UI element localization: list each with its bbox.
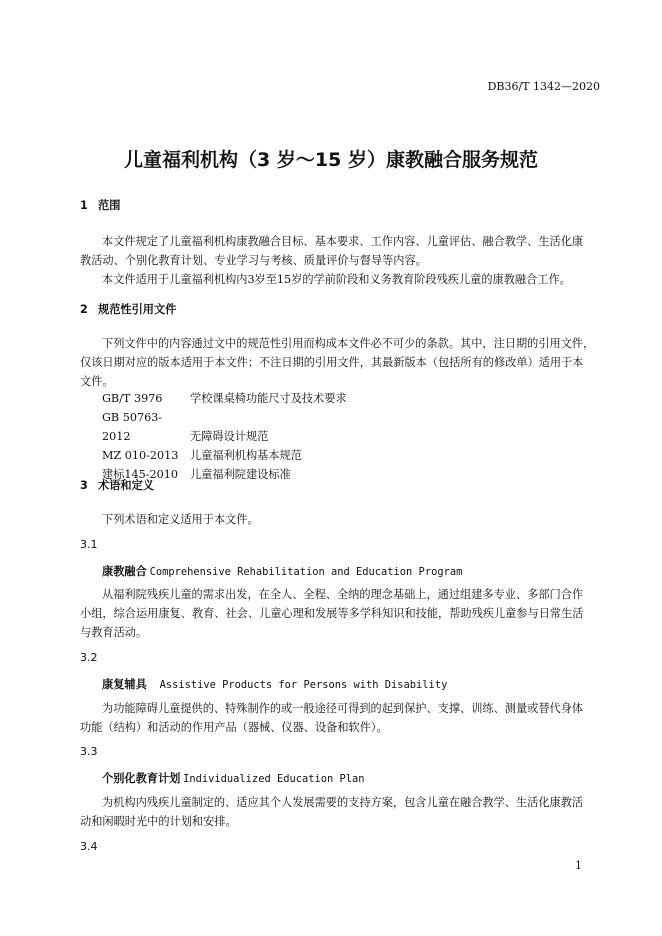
section-2-body <box>80 334 600 391</box>
term-heading <box>102 770 365 786</box>
normative-reference-list <box>102 389 347 484</box>
section-title: 术语和定义 <box>98 479 154 492</box>
reference-code: GB/T 3976 <box>102 392 163 405</box>
paragraph-line: 教活动、个别化教育计划、专业学习与考核、质量评价与督导等内容。 <box>80 254 427 267</box>
section-1-heading <box>80 197 120 213</box>
section-number: 2 <box>80 303 88 316</box>
section-3-intro <box>80 510 600 529</box>
paragraph-line: 本文件适用于儿童福利机构内3岁至15岁的学前阶段和义务教育阶段残疾儿童的康教融合工作。 <box>102 273 571 286</box>
paragraph-line: 功能（结构）和活动的作用产品（器械、仪器、设备和软件）。 <box>80 721 388 734</box>
reference-code: MZ 010-2013 <box>102 449 179 462</box>
term-english: Individualized Education Plan <box>183 773 365 785</box>
term-english: Comprehensive Rehabilitation and Education Program <box>149 566 463 578</box>
term-chinese: 康教融合 <box>102 565 147 578</box>
paragraph-line: 动和闲暇时光中的计划和安排。 <box>80 815 237 828</box>
reference-item <box>102 389 347 408</box>
term-definition <box>80 585 600 642</box>
section-number: 3 <box>80 479 88 492</box>
term-definition <box>80 793 600 831</box>
paragraph-line: 为机构内残疾儿童制定的、适应其个人发展需要的支持方案，包含儿童在融合教学、生活化康教活 <box>102 796 584 809</box>
paragraph-line: 小组，综合运用康复、教育、社会、儿童心理和发展等多学科知识和技能，帮助残疾儿童参与日常生活 <box>80 607 584 620</box>
clause-number: 3.1 <box>80 538 98 551</box>
reference-title: 儿童福利院建设标准 <box>190 468 291 481</box>
section-3-heading <box>80 477 154 493</box>
reference-title: 儿童福利机构基本规范 <box>190 449 302 462</box>
paragraph-line: 下列术语和定义适用于本文件。 <box>102 513 259 526</box>
page-number: 1 <box>575 859 582 872</box>
section-title: 规范性引用文件 <box>98 303 177 316</box>
paragraph-line: 下列文件中的内容通过文中的规范性引用而构成本文件必不可少的条款。其中，注日期的引用文件， <box>102 337 595 350</box>
section-2-heading <box>80 301 176 317</box>
document-number: DB36/T 1342—2020 <box>487 80 600 93</box>
reference-title: 学校课桌椅功能尺寸及技术要求 <box>190 392 347 405</box>
paragraph-line: 本文件规定了儿童福利机构康教融合目标、基本要求、工作内容、儿童评估、融合教学、生活化康 <box>102 235 584 248</box>
clause-number: 3.2 <box>80 651 98 664</box>
clause-number: 3.3 <box>80 745 98 758</box>
page-title: 儿童福利机构（3 岁～15 岁）康教融合服务规范 <box>124 149 538 171</box>
reference-item <box>102 408 347 446</box>
reference-code: GB 50763-2012 <box>102 411 163 443</box>
reference-code: 建标145-2010 <box>102 468 178 481</box>
term-heading <box>102 563 462 579</box>
paragraph-line: 从福利院残疾儿童的需求出发，在全人、全程、全纳的理念基础上，通过组建多专业、多部门合作 <box>102 588 584 601</box>
term-chinese: 个别化教育计划 <box>102 772 181 785</box>
section-number: 1 <box>80 199 88 212</box>
paragraph-line: 与教育活动。 <box>80 626 148 639</box>
reference-title: 无障碍设计规范 <box>190 430 269 443</box>
section-title: 范围 <box>98 199 121 212</box>
term-chinese: 康复辅具 <box>102 678 147 691</box>
clause-number: 3.4 <box>80 840 98 853</box>
reference-item <box>102 446 347 465</box>
term-heading <box>102 676 447 692</box>
term-definition <box>80 699 600 737</box>
paragraph-line: 为功能障碍儿童提供的、特殊制作的或一般途径可得到的起到保护、支撑、训练、测量或替代身体 <box>102 702 584 715</box>
paragraph-line: 仅该日期对应的版本适用于本文件；不注日期的引用文件，其最新版本（包括所有的修改单）适用于本 <box>80 356 584 369</box>
term-english: Assistive Products for Persons with Disability <box>159 679 448 691</box>
section-1-body <box>80 232 600 289</box>
paragraph-line: 文件。 <box>80 375 114 388</box>
